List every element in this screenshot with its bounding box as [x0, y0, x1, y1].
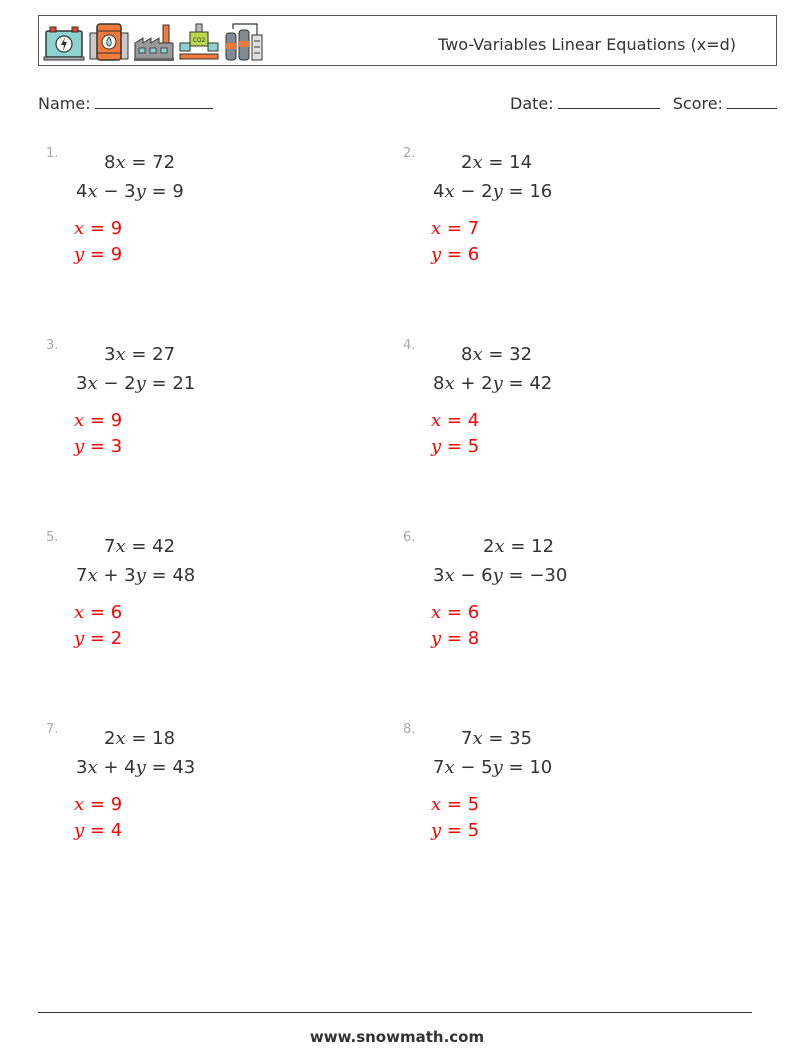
footer-divider: [38, 1012, 752, 1013]
equation-2: [433, 373, 552, 394]
equals-sign: =: [482, 344, 510, 365]
header-icons: [43, 21, 265, 63]
problem-number: 5.: [46, 530, 59, 545]
coefficient: 3: [104, 344, 116, 365]
equation-2: [76, 757, 195, 778]
variable-y: y: [492, 565, 503, 586]
variable-x: x: [444, 757, 455, 778]
equals-sign: =: [502, 757, 530, 778]
equals-sign: =: [502, 565, 530, 586]
problem-number: 4.: [403, 338, 416, 353]
equation-2: [76, 373, 195, 394]
answer-x-value: 5: [467, 794, 480, 815]
answer-x: x = 7: [431, 218, 480, 239]
variable: x: [494, 536, 505, 557]
coefficient-x: 3: [76, 757, 88, 778]
answer-x: x = 9: [74, 218, 123, 239]
variable: x: [472, 152, 483, 173]
problem-number: 8.: [403, 722, 416, 737]
header-box: [38, 15, 777, 66]
rhs-value: 12: [531, 536, 555, 557]
answer-y: y = 9: [74, 244, 123, 265]
equals-sign: =: [125, 536, 153, 557]
date-blank[interactable]: [558, 93, 660, 109]
name-field: [38, 93, 213, 113]
coefficient-x: 3: [433, 565, 445, 586]
variable: x: [115, 536, 126, 557]
variable-y: y: [135, 181, 146, 202]
rhs-value: 10: [529, 757, 553, 778]
variable: x: [115, 152, 126, 173]
answer-y-value: 5: [467, 436, 480, 457]
answer-x: x = 4: [431, 410, 480, 431]
variable-y: y: [492, 373, 503, 394]
equation-1: [483, 536, 554, 557]
answer-y-value: 6: [467, 244, 480, 265]
equals-sign: =: [145, 181, 173, 202]
rhs-value: 42: [152, 536, 176, 557]
footer-url: www.snowmath.com: [309, 1028, 485, 1046]
variable-x: x: [444, 565, 455, 586]
problem-5: [46, 530, 386, 680]
rhs-value: −30: [529, 565, 568, 586]
problem-number: 6.: [403, 530, 416, 545]
variable-y: y: [135, 757, 146, 778]
answer-y-value: 9: [110, 244, 123, 265]
coefficient-x: 7: [433, 757, 445, 778]
answer-y: y = 5: [431, 820, 480, 841]
factory-icon: [133, 21, 175, 63]
answer-x: x = 6: [74, 602, 123, 623]
coefficient-y: 2: [124, 373, 136, 394]
variable: x: [472, 728, 483, 749]
gas-cylinders-icon: [223, 21, 265, 63]
rhs-value: 43: [172, 757, 196, 778]
variable: x: [115, 728, 126, 749]
variable-x: x: [444, 373, 455, 394]
answer-y: y = 6: [431, 244, 480, 265]
variable-y: y: [492, 181, 503, 202]
answer-x-value: 6: [110, 602, 123, 623]
coefficient-y: 2: [481, 373, 493, 394]
coefficient: 8: [104, 152, 116, 173]
coefficient-y: 3: [124, 565, 136, 586]
coefficient-x: 8: [433, 373, 445, 394]
rhs-value: 32: [509, 344, 533, 365]
problem-7: [46, 722, 386, 872]
coefficient: 2: [461, 152, 473, 173]
date-score-fields: [510, 93, 777, 113]
problem-6: [403, 530, 743, 680]
answer-x-value: 7: [467, 218, 480, 239]
problem-3: [46, 338, 386, 488]
svg-text:CO2: CO2: [192, 37, 206, 44]
equals-sign: =: [125, 344, 153, 365]
variable-y: y: [492, 757, 503, 778]
variable-x: x: [444, 181, 455, 202]
coefficient-y: 3: [124, 181, 136, 202]
equals-sign: =: [145, 373, 173, 394]
operator: −: [460, 181, 476, 202]
rhs-value: 9: [172, 181, 184, 202]
answer-x-value: 9: [110, 218, 123, 239]
equation-2: [433, 565, 567, 586]
problem-8: [403, 722, 743, 872]
worksheet-title: Two-Variables Linear Equations (x=d): [438, 35, 736, 54]
oil-barrel-icon: [88, 21, 130, 63]
variable-x: x: [87, 181, 98, 202]
rhs-value: 42: [529, 373, 553, 394]
problem-number: 3.: [46, 338, 59, 353]
coefficient-x: 7: [76, 565, 88, 586]
equals-sign: =: [125, 152, 153, 173]
answer-x-value: 6: [467, 602, 480, 623]
equation-2: [433, 757, 552, 778]
answer-y: y = 4: [74, 820, 123, 841]
coefficient: 7: [461, 728, 473, 749]
rhs-value: 72: [152, 152, 176, 173]
variable: x: [115, 344, 126, 365]
variable-x: x: [87, 373, 98, 394]
variable-y: y: [135, 373, 146, 394]
equation-1: [461, 152, 532, 173]
co2-pipeline-icon: [178, 21, 220, 63]
equation-1: [461, 344, 532, 365]
problem-number: 2.: [403, 146, 416, 161]
battery-icon: [43, 21, 85, 63]
equals-sign: =: [502, 181, 530, 202]
answer-x-value: 4: [467, 410, 480, 431]
coefficient-x: 4: [76, 181, 88, 202]
name-blank[interactable]: [95, 93, 213, 109]
name-label: Name:: [38, 94, 91, 113]
problem-2: [403, 146, 743, 296]
variable-y: y: [135, 565, 146, 586]
answer-x: x = 9: [74, 410, 123, 431]
problem-number: 7.: [46, 722, 59, 737]
answer-y-value: 4: [110, 820, 123, 841]
equation-2: [433, 181, 552, 202]
equation-1: [104, 728, 175, 749]
variable-x: x: [87, 757, 98, 778]
equation-1: [104, 536, 175, 557]
rhs-value: 27: [152, 344, 176, 365]
equals-sign: =: [482, 728, 510, 749]
answer-y-value: 3: [110, 436, 123, 457]
answer-y: y = 5: [431, 436, 480, 457]
equation-2: [76, 565, 195, 586]
rhs-value: 21: [172, 373, 196, 394]
equals-sign: =: [145, 757, 173, 778]
coefficient: 2: [483, 536, 495, 557]
answer-y: y = 8: [431, 628, 480, 649]
operator: +: [103, 565, 119, 586]
operator: −: [460, 565, 476, 586]
answer-x-value: 9: [110, 794, 123, 815]
rhs-value: 18: [152, 728, 176, 749]
answer-y: y = 3: [74, 436, 123, 457]
answer-x-value: 9: [110, 410, 123, 431]
score-blank[interactable]: [727, 93, 777, 109]
coefficient-y: 6: [481, 565, 493, 586]
operator: +: [460, 373, 476, 394]
equals-sign: =: [125, 728, 153, 749]
coefficient: 2: [104, 728, 116, 749]
answer-x: x = 9: [74, 794, 123, 815]
operator: −: [103, 181, 119, 202]
answer-y-value: 2: [110, 628, 123, 649]
date-label: Date:: [510, 94, 554, 113]
coefficient: 7: [104, 536, 116, 557]
coefficient-y: 5: [481, 757, 493, 778]
equals-sign: =: [482, 152, 510, 173]
rhs-value: 16: [529, 181, 553, 202]
rhs-value: 14: [509, 152, 533, 173]
coefficient-x: 4: [433, 181, 445, 202]
score-label: Score:: [672, 94, 723, 113]
rhs-value: 48: [172, 565, 196, 586]
coefficient-y: 4: [124, 757, 136, 778]
equation-1: [104, 152, 175, 173]
operator: +: [103, 757, 119, 778]
problem-4: [403, 338, 743, 488]
equation-1: [461, 728, 532, 749]
answer-x: x = 6: [431, 602, 480, 623]
operator: −: [103, 373, 119, 394]
problem-1: [46, 146, 386, 296]
equation-1: [104, 344, 175, 365]
equals-sign: =: [145, 565, 173, 586]
equals-sign: =: [502, 373, 530, 394]
coefficient: 8: [461, 344, 473, 365]
variable-x: x: [87, 565, 98, 586]
variable: x: [472, 344, 483, 365]
rhs-value: 35: [509, 728, 533, 749]
equals-sign: =: [504, 536, 532, 557]
answer-x: x = 5: [431, 794, 480, 815]
problem-number: 1.: [46, 146, 59, 161]
operator: −: [460, 757, 476, 778]
equation-2: [76, 181, 184, 202]
answer-y: y = 2: [74, 628, 123, 649]
answer-y-value: 8: [467, 628, 480, 649]
answer-y-value: 5: [467, 820, 480, 841]
coefficient-y: 2: [481, 181, 493, 202]
coefficient-x: 3: [76, 373, 88, 394]
